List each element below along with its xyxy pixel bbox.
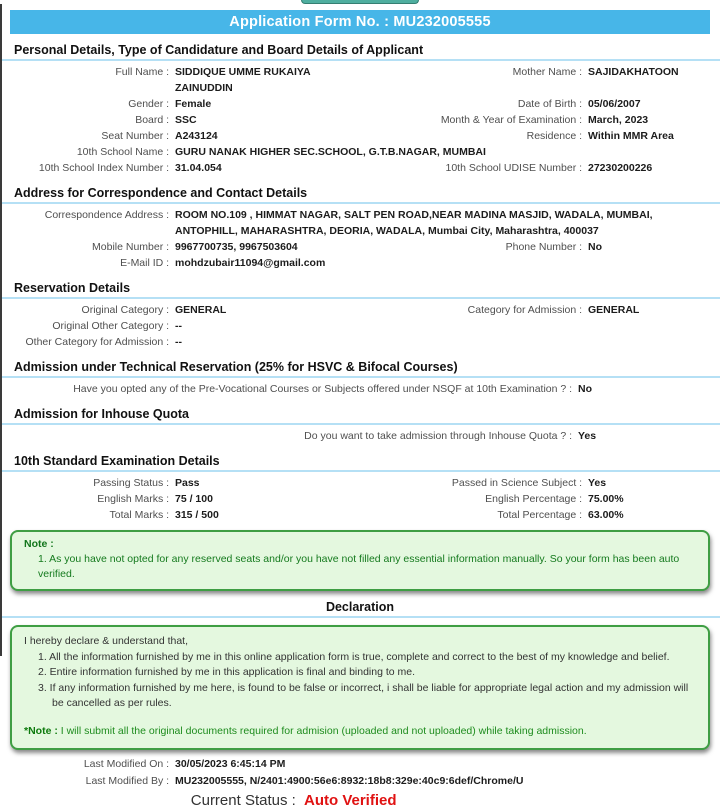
field-row	[0, 207, 720, 239]
inhouse-quota-section	[0, 425, 720, 445]
exam-month-value: March, 2023	[588, 114, 649, 126]
full-name-label: Full Name :	[0, 64, 172, 96]
mobile-number-value: 9967700735, 9967503604	[175, 241, 298, 253]
partial-top-button[interactable]	[301, 0, 419, 4]
personal-details-section	[0, 61, 720, 177]
science-subject-label: Passed in Science Subject :	[360, 475, 585, 491]
board-value: SSC	[175, 114, 197, 126]
section-title-10th-exam: 10th Standard Examination Details	[0, 451, 720, 472]
auto-verified-note-box	[10, 530, 710, 591]
field-row	[0, 144, 720, 160]
board-label: Board :	[0, 112, 172, 128]
field-row	[0, 112, 720, 128]
dob-value: 05/06/2007	[588, 98, 641, 110]
field-row	[0, 773, 720, 790]
current-status-row	[0, 792, 720, 809]
inhouse-question-value: Yes	[578, 430, 597, 442]
declaration-note-text: I will submit all the original documents required for admision (uploaded and not uploaded) while taking admission.	[57, 724, 587, 737]
section-title-inhouse-quota: Admission for Inhouse Quota	[0, 404, 720, 425]
declaration-item-3: 3. If any information furnished by me here, is found to be false or incorrect, i shall be liable for appropriate legal action and my admission will be cancelled as per rules.	[38, 681, 689, 709]
address-section	[0, 204, 720, 272]
declaration-item-1: 1. All the information furnished by me in this online application form is true, complete and correct to the best of my knowledge and belief.	[38, 650, 670, 663]
page-left-border	[0, 4, 2, 656]
nsqf-question-value: No	[578, 383, 592, 395]
field-row	[0, 96, 720, 112]
category-for-admission-value: GENERAL	[588, 304, 640, 316]
field-row	[0, 756, 720, 773]
footer-section	[0, 756, 720, 809]
declaration-note-label: *Note :	[24, 724, 58, 737]
email-value: mohdzubair11094@gmail.com	[175, 257, 326, 269]
original-other-category-value: --	[175, 320, 182, 332]
correspondence-address-value: ROOM NO.109 , HIMMAT NAGAR, SALT PEN ROAD,NEAR MADINA MASJID, WADALA, MUMBAI, ANTOPHILL, MAHARASHTRA, DEORIA, WADALA, Mumbai City, Maharashtra, 400037	[175, 209, 653, 237]
field-row	[0, 302, 720, 318]
last-modified-by-label: Last Modified By :	[0, 773, 172, 790]
exam-details-section	[0, 472, 720, 524]
original-category-label: Original Category :	[0, 302, 172, 318]
note-heading: Note :	[24, 538, 54, 550]
mother-name-label: Mother Name :	[360, 64, 585, 80]
gender-label: Gender :	[0, 96, 172, 112]
field-row	[0, 381, 720, 397]
mobile-number-label: Mobile Number :	[0, 239, 172, 255]
school-name-value: GURU NANAK HIGHER SEC.SCHOOL, G.T.B.NAGAR, MUMBAI	[175, 146, 486, 158]
school-index-value: 31.04.054	[175, 162, 222, 174]
residence-value: Within MMR Area	[588, 130, 674, 142]
other-category-admission-label: Other Category for Admission :	[0, 334, 172, 350]
original-category-value: GENERAL	[175, 304, 227, 316]
field-row	[0, 64, 720, 96]
udise-label: 10th School UDISE Number :	[360, 160, 585, 176]
field-row	[0, 334, 720, 350]
field-row	[0, 128, 720, 144]
last-modified-on-label: Last Modified On :	[0, 756, 172, 773]
category-for-admission-label: Category for Admission :	[360, 302, 585, 318]
declaration-box	[10, 625, 710, 750]
english-percentage-label: English Percentage :	[360, 491, 585, 507]
current-status-label: Current Status :	[0, 792, 300, 809]
section-title-declaration: Declaration	[0, 597, 720, 618]
total-percentage-label: Total Percentage :	[360, 507, 585, 523]
school-name-label: 10th School Name :	[0, 144, 172, 160]
section-title-address: Address for Correspondence and Contact Details	[0, 183, 720, 204]
residence-label: Residence :	[360, 128, 585, 144]
form-number-header: Application Form No. : MU232005555	[10, 10, 710, 34]
declaration-note	[24, 724, 696, 739]
last-modified-on-value: 30/05/2023 6:45:14 PM	[175, 757, 286, 770]
gender-value: Female	[175, 98, 212, 110]
total-marks-value: 315 / 500	[175, 509, 219, 521]
phone-number-value: No	[588, 241, 602, 253]
note-item-1: 1. As you have not opted for any reserved seats and/or you have not filled any essential information manually. So your form has been auto verified.	[38, 553, 680, 580]
field-row	[0, 318, 720, 334]
udise-value: 27230200226	[588, 162, 653, 174]
inhouse-question-label: Do you want to take admission through Inhouse Quota ? :	[0, 428, 575, 444]
other-category-admission-value: --	[175, 336, 182, 348]
total-marks-label: Total Marks :	[0, 507, 172, 523]
email-label: E-Mail ID :	[0, 255, 172, 271]
section-title-personal-details: Personal Details, Type of Candidature and Board Details of Applicant	[0, 40, 720, 61]
passing-status-label: Passing Status :	[0, 475, 172, 491]
seat-number-label: Seat Number :	[0, 128, 172, 144]
full-name-value: SIDDIQUE UMME RUKAIYA ZAINUDDIN	[175, 66, 311, 94]
last-modified-by-value: MU232005555, N/2401:4900:56e6:8932:18b8:329e:40c9:6def/Chrome/U	[175, 774, 524, 787]
field-row	[0, 475, 720, 491]
declaration-item-2: 2. Entire information furnished by me in this application is final and binding to me.	[38, 666, 416, 678]
correspondence-address-label: Correspondence Address :	[0, 207, 172, 239]
section-title-reservation: Reservation Details	[0, 278, 720, 299]
seat-number-value: A243124	[175, 130, 218, 142]
field-row	[0, 428, 720, 444]
science-subject-value: Yes	[588, 477, 607, 489]
reservation-section	[0, 299, 720, 351]
field-row	[0, 160, 720, 176]
phone-number-label: Phone Number :	[360, 239, 585, 255]
dob-label: Date of Birth :	[360, 96, 585, 112]
field-row	[0, 491, 720, 507]
school-index-label: 10th School Index Number :	[0, 160, 172, 176]
passing-status-value: Pass	[175, 477, 200, 489]
total-percentage-value: 63.00%	[588, 509, 624, 521]
english-marks-value: 75 / 100	[175, 493, 213, 505]
declaration-intro: I hereby declare & understand that,	[24, 635, 189, 647]
technical-reservation-section	[0, 378, 720, 398]
field-row	[0, 255, 720, 271]
field-row	[0, 239, 720, 255]
original-other-category-label: Original Other Category :	[0, 318, 172, 334]
current-status-value: Auto Verified	[304, 791, 397, 809]
english-marks-label: English Marks :	[0, 491, 172, 507]
english-percentage-value: 75.00%	[588, 493, 624, 505]
section-title-technical-reservation: Admission under Technical Reservation (25% for HSVC & Bifocal Courses)	[0, 357, 720, 378]
exam-month-label: Month & Year of Examination :	[360, 112, 585, 128]
field-row	[0, 507, 720, 523]
mother-name-value: SAJIDAKHATOON	[588, 66, 679, 78]
nsqf-question-label: Have you opted any of the Pre-Vocational Courses or Subjects offered under NSQF at 10th Examination ? :	[0, 381, 575, 397]
